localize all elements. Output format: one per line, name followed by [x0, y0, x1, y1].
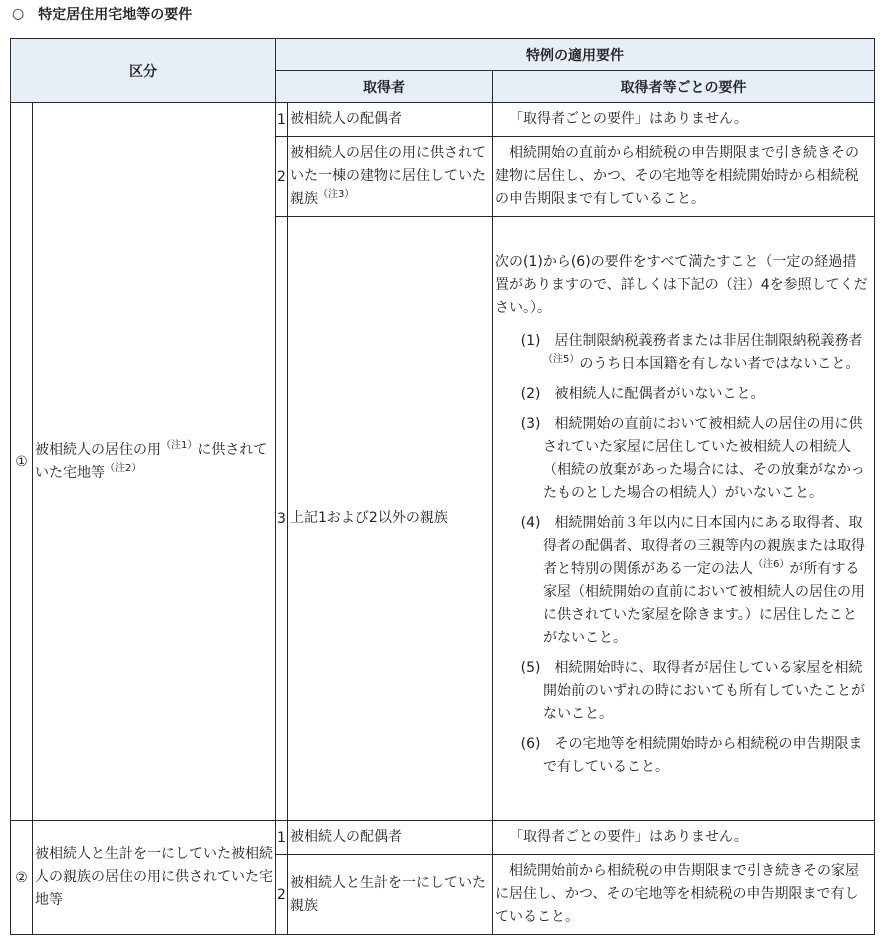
requirement-cell: 「取得者ごとの要件」はありません。	[493, 821, 875, 855]
header-yoken: 取得者等ごとの要件	[493, 71, 875, 103]
requirement-item: (1) 居住制限納税義務者または非居住制限納税義務者$^{(注5)}$のうち日本国籍を有しない者ではないこと。	[520, 333, 863, 372]
row-number: 2	[276, 137, 288, 217]
row-number: 3	[276, 217, 288, 821]
requirement-cell: 相続開始前から相続税の申告期限まで引き続きその家屋に居住し、かつ、その宅地等を相続税の申告期限まで有していること。	[493, 855, 875, 935]
section-label: 被相続人と生計を一にしていた被相続人の親族の居住の用に供されていた宅地等	[33, 821, 276, 935]
row-number: 2	[276, 855, 288, 935]
table-row	[11, 821, 875, 855]
footnote-ref: （注2）	[105, 462, 142, 474]
footnote-ref: （注6）	[753, 559, 790, 570]
footnote-ref: （注5）	[543, 354, 580, 365]
requirement-item: (5) 相続開始時に、取得者が居住している家屋を相続開始前のいずれの時においても所有していたことがないこと。	[520, 660, 865, 722]
requirement-cell: 相続開始の直前から相続税の申告期限まで引き続きその建物に居住し、かつ、その宅地等を相続開始時から相続税の申告期限まで有していること。	[493, 137, 875, 217]
requirement-item: (3) 相続開始の直前において被相続人の居住の用に供されていた家屋に居住していた被相続人の相続人（相続の放棄があった場合には、その放棄がなかったものとした場合の相続人）がいないこと。	[520, 416, 865, 501]
page-title-text: 特定居住用宅地等の要件	[38, 7, 193, 23]
footnote-ref: （注1）	[161, 439, 198, 451]
acquirer-cell: 被相続人の配偶者	[288, 821, 493, 855]
requirement-item: (6) その宅地等を相続開始時から相続税の申告期限まで有していること。	[520, 736, 863, 775]
row-number: 1	[276, 103, 288, 137]
circle-bullet-icon: ○	[12, 6, 25, 22]
row-number: 1	[276, 821, 288, 855]
header-tokurei: 特例の適用要件	[276, 39, 875, 71]
requirement-item: (4) 相続開始前３年以内に日本国内にある取得者、取得者の配偶者、取得者の三親等内の親族または取得者と特別の関係がある一定の法人$^{(注6)}$が所有する家屋（相続開始の直前において被相続人の居住の用に供されていた家屋を除きます。）に居住したことがないこと。	[520, 515, 865, 646]
header-shutokusha: 取得者	[276, 71, 493, 103]
table-row	[11, 103, 875, 137]
requirement-intro: 次の(1)から(6)の要件をすべて満たすこと（一定の経過措置がありますので、詳しくは下記の（注）4を参照してください。）。	[495, 254, 868, 316]
requirement-cell: 「取得者ごとの要件」はありません。	[493, 103, 875, 137]
acquirer-cell: 被相続人の配偶者	[288, 103, 493, 137]
section-number: ①	[11, 103, 33, 821]
section-label: 被相続人の居住の用$^{(注1)}$に供されていた宅地等$^{(注2)}$	[33, 103, 276, 821]
header-kubun: 区分	[11, 39, 276, 103]
acquirer-cell: 上記1および2以外の親族	[288, 217, 493, 821]
section-number: ②	[11, 821, 33, 935]
requirement-list-cell	[493, 217, 875, 821]
acquirer-cell: 被相続人と生計を一にしていた親族	[288, 855, 493, 935]
requirements-table	[10, 38, 875, 935]
page-title	[12, 2, 192, 26]
footnote-ref: （注3）	[318, 189, 355, 200]
acquirer-cell: 被相続人の居住の用に供されていた一棟の建物に居住していた親族$^{(注3)}$	[288, 137, 493, 217]
requirement-item: (2) 被相続人に配偶者がいないこと。	[520, 386, 765, 402]
